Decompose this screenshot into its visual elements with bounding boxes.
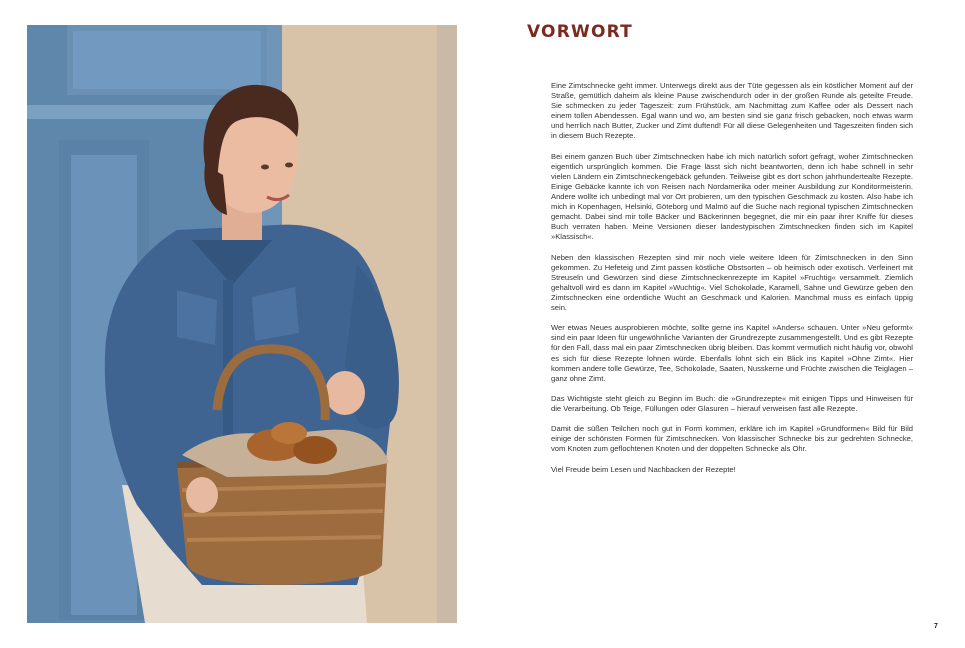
page-title: VORWORT bbox=[527, 22, 633, 42]
page-number: 7 bbox=[934, 623, 938, 630]
portrait-photo bbox=[27, 25, 457, 623]
foreword-text bbox=[551, 81, 913, 485]
paragraph: Damit die süßen Teilchen noch gut in Form kommen, erkläre ich im Kapitel »Grundformen« Bild für Bild einige der schönsten Formen für Zimtschnecken. Von klassischer Schnecke bis zur gedrehten Schnecke, vom Knoten zum geflochtenen Knoten und der doppelten Schnecke als Ohr. bbox=[551, 424, 913, 454]
paragraph: Viel Freude beim Lesen und Nachbacken der Rezepte! bbox=[551, 464, 736, 474]
photo-illustration bbox=[27, 25, 457, 623]
paragraph: Das Wichtigste steht gleich zu Beginn im Buch: die »Grundrezepte« mit einigen Tipps und Hinweisen für die Verarbeitung. Ob Teige, Füllungen oder Glasuren – hierauf verweisen fast alle Rezepte. bbox=[551, 393, 913, 413]
paragraph: Neben den klassischen Rezepten sind mir noch viele weitere Ideen für Zimtschnecken in den Sinn gekommen. Zu Hefeteig und Zimt passen köstliche Obstsorten – ob heimisch oder exotisch. Verfeinert mit Streuseln und Gewürzen sind diese Zimtschneckenrezepte im Kapitel »Fruchtig« versammelt. Ziemlich gehaltvoll wird es dann im Kapitel »Wuchtig«. Viel Schokolade, Karamell, Sahne und Gewürze geben den Zimtschnecken eine ordentliche Wucht an Geschmack und Kalorien. Manchmal muss es einfach üppig sein. bbox=[551, 252, 913, 313]
paragraph: Bei einem ganzen Buch über Zimtschnecken habe ich mich natürlich sofort gefragt, woher Zimtschnecken eigentlich ursprünglich kommen. Die Frage lässt sich nicht beantworten, denn ich habe schnell in sehr vielen Ländern ein Zimtschneckengebäck gefunden. Teilweise gibt es dort schon jahrhundertealte Rezepte. Einige Gebäcke kannte ich von Reisen nach Nordamerika oder meiner Ausbildung zur Konditormeisterin. Andere wollte ich unbedingt mal vor Ort probieren, um den typischen Geschmack zu kosten. Also habe ich mich in Kopenhagen, Helsinki, Göteborg und Malmö auf die Suche nach regional typischen Zimtschnecken gemacht. Dabei sind mir tolle Bäcker und Bäckerinnen begegnet, die mir ein paar ihrer Kniffe für dieses Buch verraten haben. Meine Versionen dieser landestypischen Zimtschnecken finden sich im Kapitel »Klassisch«. bbox=[551, 151, 913, 242]
paragraph: Eine Zimtschnecke geht immer. Unterwegs direkt aus der Tüte gegessen als ein köstlicher Moment auf der Straße, gemütlich daheim als kleine Pause zwischendurch oder in der großen Runde als geteilte Freude. Sie schmecken zu jeder Tageszeit: zum Frühstück, am Nachmittag zum Kaffee oder als Dessert nach einem tollen Abendessen. Egal wann und wo, am besten sind sie ganz frisch gebacken, noch etwas warm und herrlich nach Butter, Zucker und Zimt duftend! Für all diese Gelegenheiten und Tageszeiten finden sich in diesem Buch Rezepte. bbox=[551, 81, 913, 141]
paragraph: Wer etwas Neues ausprobieren möchte, sollte gerne ins Kapitel »Anders« schauen. Unter »Neu geformt« sind ein paar Ideen für ungewöhnliche Varianten der Grundrezepte zusammengestellt. Und es gibt Rezepte für den Fall, dass mal ein paar Zimtschnecken übrig bleiben. Das kommt vermutlich nicht häufig vor, obwohl es sich für diese Rezepte lohnen würde. Ebenfalls lohnt sich ein Blick ins Kapitel »Ohne Zimt«. Hier kommen andere tolle Gewürze, Tee, Schokolade, Saaten, Nusskerne und Früchte zwischen die Teiglagen – ganz ohne Zimt. bbox=[551, 323, 913, 383]
